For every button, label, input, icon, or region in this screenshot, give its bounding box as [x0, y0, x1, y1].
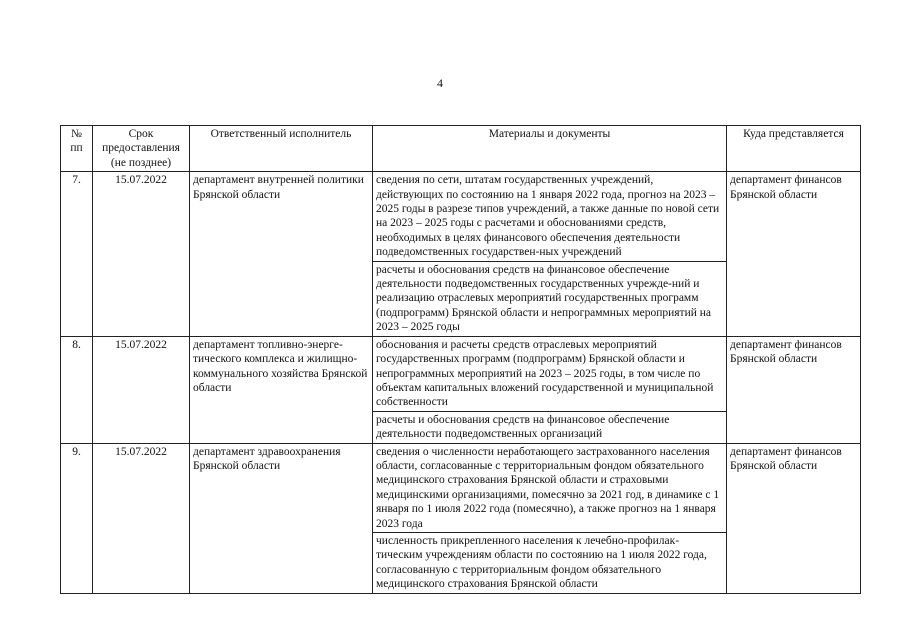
row-material: расчеты и обоснования средств на финансовое обеспечение деятельности подведомственных государственных учрежде-ний и реализацию отраслевых мероприятий государственных программ (подпрограмм) Брянской области и непрограммных мероприятий на 2023 – 2025 годы: [373, 261, 727, 336]
row-destination: департамент финансов Брянской области: [727, 336, 861, 443]
row-executor: департамент топливно-энерге-тического комплекса и жилищно-коммунального хозяйства Брянской области: [190, 336, 373, 443]
header-num: № пп: [61, 126, 93, 172]
materials-table: [60, 125, 861, 594]
row-num: 7.: [61, 172, 93, 336]
row-deadline: 15.07.2022: [93, 443, 190, 593]
row-material: расчеты и обоснования средств на финансовое обеспечение деятельности подведомственных организаций: [373, 411, 727, 443]
table-row: [61, 336, 861, 411]
row-material: сведения по сети, штатам государственных учреждений, действующих по состоянию на 1 января 2022 года, прогноз на 2023 – 2025 годы в разрезе типов учреждений, а также данные по новой сети на 2023 – 2025 годы с расчетами и обоснованиями средств, необходимых в целях финансового обеспечения деятельности подведомственных государствен-ных учреждений: [373, 172, 727, 261]
header-deadline: Срок предоставления (не позднее): [93, 126, 190, 172]
header-destination: Куда представляется: [727, 126, 861, 172]
row-num: 8.: [61, 336, 93, 443]
row-material: сведения о численности неработающего застрахованного населения области, согласованные с территориальным фондом обязательного медицинского страхования Брянской области и страховыми медицинскими организациями, помесячно за 2021 год, в динамике с 1 января по 1 июля 2022 года (помесячно), а также прогноз на 1 января 2023 года: [373, 443, 727, 532]
table-row: [61, 443, 861, 532]
page-number: 4: [437, 76, 443, 90]
row-deadline: 15.07.2022: [93, 172, 190, 336]
row-num: 9.: [61, 443, 93, 593]
row-executor: департамент здравоохранения Брянской области: [190, 443, 373, 593]
row-destination: департамент финансов Брянской области: [727, 443, 861, 593]
table-row: [61, 172, 861, 261]
row-executor: департамент внутренней политики Брянской области: [190, 172, 373, 336]
header-executor: Ответственный исполнитель: [190, 126, 373, 172]
row-material: численность прикрепленного населения к лечебно-профилак-тическим учреждениям области по состоянию на 1 июля 2022 года, согласованную с территориальным фондом обязательного медицинского страхования Брянской области: [373, 532, 727, 593]
row-deadline: 15.07.2022: [93, 336, 190, 443]
header-materials: Материалы и документы: [373, 126, 727, 172]
row-material: обоснования и расчеты средств отраслевых мероприятий государственных программ (подпрограмм) Брянской области и непрограммных мероприятий на 2023 – 2025 годы, в том числе по объектам капитальных вложений государственной и муниципальной собственности: [373, 336, 727, 411]
row-destination: департамент финансов Брянской области: [727, 172, 861, 336]
table-header-row: [61, 126, 861, 172]
